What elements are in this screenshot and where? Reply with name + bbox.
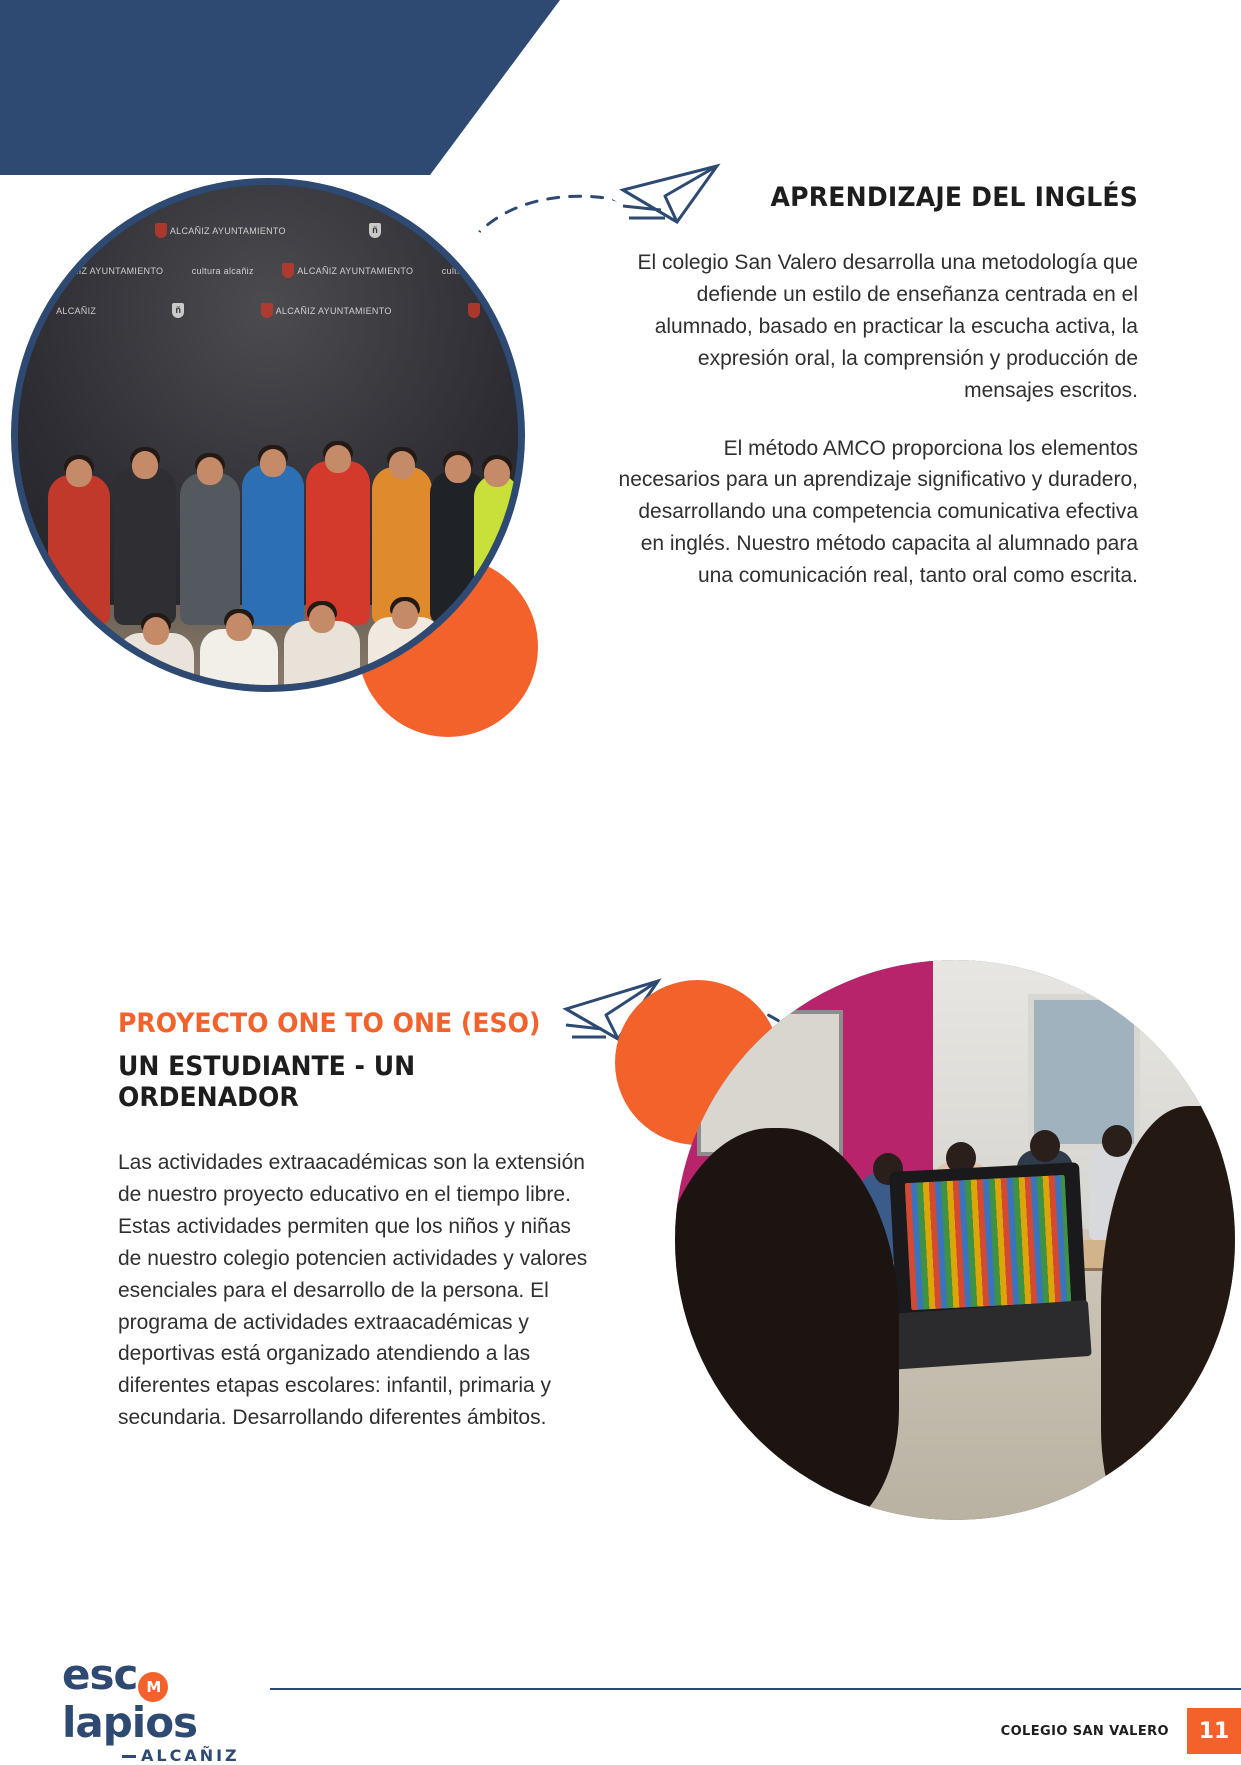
brand-location: [122, 1746, 277, 1765]
photocall-label: ALCAÑIZ AYUNTAMIENTO: [275, 305, 392, 316]
section2-subheading: UN ESTUDIANTE - UN ORDENADOR: [118, 1051, 416, 1113]
footer-bar: [1001, 1708, 1241, 1754]
section1-paragraph-1: El colegio San Valero desarrolla una metodología que defiende un estilo de enseñanza centrada en el alumnado, basado en practicar la escucha activa, la expresión oral, la comprensión y producción de mensajes escritos.: [637, 251, 1138, 402]
corner-decoration-navy: [0, 0, 560, 175]
photocall-label: cultura alcañiz: [441, 265, 504, 276]
footer-divider: [270, 1688, 1241, 1690]
section1-text-block: [618, 182, 1138, 618]
student-figure: [42, 625, 112, 685]
laptop-screen: [890, 1162, 1088, 1323]
student-figure: [474, 475, 518, 621]
student-figure: [306, 461, 370, 625]
brand-wordmark: [62, 1650, 277, 1747]
classroom-laptops-photo: [675, 960, 1235, 1520]
photocall-label: ALCAÑIZ AYUNTAMIENTO: [297, 265, 414, 276]
student-figure: [180, 473, 240, 625]
dashed-trail: [470, 188, 630, 248]
section1-heading: APRENDIZAJE DEL INGLÉS: [770, 182, 1138, 213]
student-figure: [448, 621, 514, 685]
section2-photo-group: [615, 960, 1235, 1580]
photocall-label: ALCAÑIZ AYUNTAMIENTO: [47, 265, 164, 276]
student-figure: [48, 475, 110, 625]
classroom-scene: [675, 960, 1235, 1520]
student-figure: [368, 617, 442, 685]
laptop-screen-content: [905, 1175, 1071, 1310]
photocall-logo-row: ALCAÑIZ AYUNTAMIENTO ñ: [18, 223, 518, 238]
students-photocall-photo: [18, 185, 518, 685]
brand-name-part2: lapios: [62, 1698, 198, 1747]
student-figure: [242, 465, 304, 625]
student-figure: [114, 467, 176, 625]
brand-name-part1: esc: [62, 1650, 138, 1699]
school-logo: [62, 1650, 277, 1765]
section1-paragraph-2: El método AMCO proporciona los elementos necesarios para un aprendizaje significativo y duradero, desarrollando una competencia comunicativa efectiva en inglés. Nuestro método capacita al alumnado para una comunicación real, tanto oral como escrita.: [618, 436, 1138, 588]
student-figure: [284, 621, 360, 685]
brand-circle-mark: M: [138, 1672, 168, 1702]
brand-location-label: ALCAÑIZ: [141, 1746, 240, 1765]
student-figure: [200, 629, 278, 685]
footer-school-name: COLEGIO SAN VALERO: [1000, 1723, 1169, 1739]
section2-text-block: [118, 1008, 588, 1434]
section2-heading: PROYECTO ONE TO ONE (ESO): [118, 1008, 541, 1039]
photocall-label: ALCAÑIZ: [56, 305, 97, 316]
page-number: 11: [1187, 1708, 1241, 1754]
photocall-label: ALCAÑIZ AYUNTAMIENTO: [169, 225, 286, 236]
section2-paragraph: Las actividades extraacadémicas son la extensión de nuestro proyecto educativo en el tiempo libre. Estas actividades permiten que los niños y niñas de nuestro colegio potencien actividades y valores esenciales para el desarrollo de la persona. El programa de actividades extraacadémicas y deportivas está organizado atendiendo a las diferentes etapas escolares: infantil, primaria y secundaria. Desarrollando diferentes ámbitos.: [118, 1151, 588, 1430]
photocall-logo-row: ALCAÑIZ ñ ALCAÑIZ AYUNTAMIENTO: [18, 303, 518, 318]
section1-photo-group: [18, 185, 538, 705]
student-figure: [118, 633, 194, 685]
photocall-logo-row: [18, 263, 518, 278]
photocall-label: cultura alcañiz: [191, 265, 254, 276]
foreground-student: [675, 1128, 899, 1520]
